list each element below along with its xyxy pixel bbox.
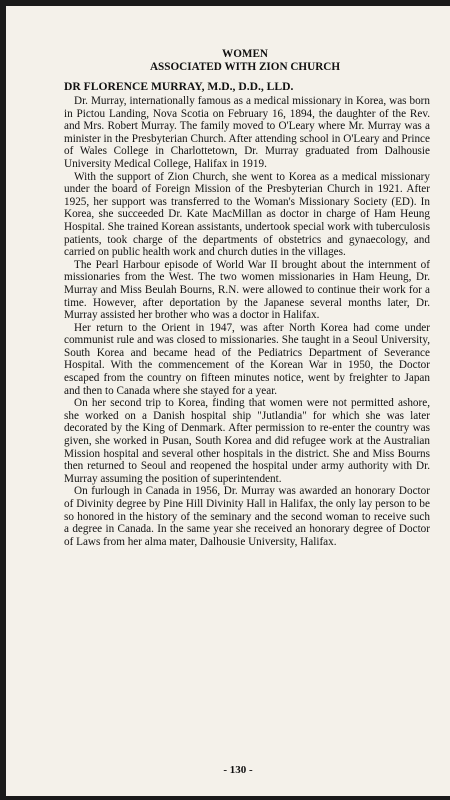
paragraph: Dr. Murray, internationally famous as a medical missionary in Korea, was born in Pictou Landing, Nova Scotia on February 16, 1894, the daughter of the Rev. and Mrs. Robert Murray. The family moved to O'Leary where Mr. Murray was a minister in the Presbyterian Church. After attending school in O'Leary and Prince of Wales College in Charlottetown, Dr. Murray graduated from Dalhousie University Medical College, Halifax in 1919. — [64, 95, 430, 170]
paragraph: On her second trip to Korea, finding that women were not permitted ashore, she worked on a Danish hospital ship "Jutlandia" for which she was later decorated by the King of Denmark. After permission to re-enter the country was given, she worked in Pusan, South Korea and did refugee work at the Australian Mission hospital and several other hospitals in the district. She and Miss Bourns then returned to Seoul and reopened the hospital under army authority with Dr. Murray assuming the position of superintendent. — [64, 397, 430, 485]
body-text — [64, 95, 430, 548]
page-heading — [64, 48, 426, 74]
page-number: - 130 - — [223, 764, 253, 776]
heading-line-1: WOMEN — [222, 48, 268, 60]
document-page — [6, 6, 450, 796]
section-title: DR FLORENCE MURRAY, M.D., D.D., LLD. — [64, 80, 294, 93]
paragraph: With the support of Zion Church, she went to Korea as a medical missionary under the board of Foreign Mission of the Presbyterian Church in 1921. After 1925, her support was transferred to the Woman's Missionary Society (ED). In Korea, she succeeded Dr. Kate MacMillan as doctor in charge of Ham Heung Hospital. She trained Korean assistants, undertook special work with tuberculosis patients, took charge of the departments of obstetrics and gynaecology, and carried on public health work and church duties in the villages. — [64, 170, 430, 259]
paragraph: On furlough in Canada in 1956, Dr. Murray was awarded an honorary Doctor of Divinity degree by Pine Hill Divinity Hall in Halifax, the only lay person to be so honored in the history of the seminary and the second woman to receive such a degree in Canada. In the same year she received an honorary degree of Doctor of Laws from her alma mater, Dalhousie University, Halifax. — [64, 485, 430, 548]
paragraph: The Pearl Harbour episode of World War II brought about the internment of missionaries from the West. The two women missionaries in Ham Heung, Dr. Murray and Miss Beulah Bourns, R.N. were allowed to continue their work for a time. However, after deportation by the Japanese several months later, Dr. Murray assisted her brother who was a doctor in Halifax. — [64, 258, 430, 322]
paragraph: Her return to the Orient in 1947, was after North Korea had come under communist rule and was closed to missionaries. She taught in a Seoul University, South Korea and became head of the Pediatrics Department of Severance Hospital. With the commencement of the Korean War in 1950, the Doctor escaped from the country on fifteen minutes notice, went by freighter to Japan and then to Canada where she stayed for a year. — [64, 321, 430, 397]
heading-line-2: ASSOCIATED WITH ZION CHURCH — [149, 61, 341, 73]
